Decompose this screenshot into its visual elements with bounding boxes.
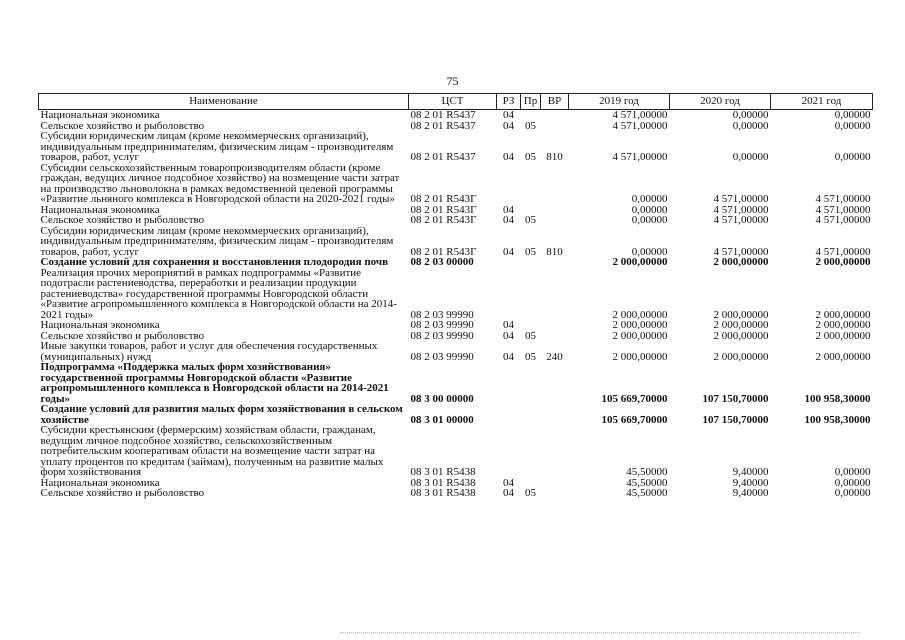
row-2020-cell: 2 000,00000 bbox=[713, 329, 769, 342]
row-rz-cell: 04 bbox=[503, 151, 514, 163]
row-pr-cell bbox=[521, 257, 541, 268]
row-2021-cell: 0,00000 bbox=[834, 487, 871, 499]
budget-table bbox=[38, 93, 873, 499]
row-2019-cell: 2 000,00000 bbox=[612, 319, 668, 331]
row-pr-cell: 05 bbox=[525, 245, 536, 258]
row-name-cell: Подпрограмма «Поддержка малых форм хозяйствования» государственной программы Новгородской области «Развитие агропромышленного комплекса в Новгородской области на 2014-2021 годы» bbox=[40, 361, 389, 405]
row-rz-cell: 04 bbox=[503, 109, 514, 121]
table-row bbox=[39, 215, 873, 226]
row-cst-cell: 08 3 01 R5438 bbox=[410, 466, 476, 478]
row-rz-cell bbox=[497, 268, 521, 321]
row-pr-cell: 05 bbox=[525, 487, 536, 499]
table-row bbox=[39, 362, 873, 404]
row-vr-cell bbox=[541, 110, 569, 121]
row-2021-cell: 0,00000 bbox=[834, 151, 871, 163]
row-name-cell: Сельское хозяйство и рыболовство bbox=[40, 119, 205, 132]
row-2020-cell: 9,40000 bbox=[732, 487, 769, 499]
row-cst-cell: 08 2 01 R543Г bbox=[410, 203, 477, 216]
row-2020-cell: 0,00000 bbox=[732, 119, 769, 132]
row-2020-cell: 0,00000 bbox=[732, 109, 769, 121]
row-2020-cell: 4 571,00000 bbox=[713, 203, 769, 216]
table-row bbox=[39, 341, 873, 362]
row-vr-cell bbox=[541, 320, 569, 331]
row-2021-cell: 100 958,30000 bbox=[804, 413, 871, 426]
row-vr-cell: 810 bbox=[546, 151, 563, 163]
row-2019-cell: 0,00000 bbox=[631, 203, 668, 216]
table-row bbox=[39, 131, 873, 163]
row-name-cell: Сельское хозяйство и рыболовство bbox=[40, 329, 205, 342]
row-vr-cell bbox=[541, 205, 569, 216]
row-2019-cell: 45,50000 bbox=[626, 487, 668, 499]
row-rz-cell bbox=[497, 425, 521, 478]
row-vr-cell bbox=[541, 478, 569, 489]
row-vr-cell bbox=[541, 121, 569, 132]
row-rz-cell: 04 bbox=[503, 476, 514, 489]
row-2021-cell: 100 958,30000 bbox=[804, 392, 871, 405]
row-rz-cell: 04 bbox=[503, 214, 514, 226]
row-cst-cell: 08 2 03 99990 bbox=[410, 350, 474, 363]
table-body bbox=[39, 110, 873, 499]
row-pr-cell bbox=[521, 425, 541, 478]
row-2020-cell: 107 150,70000 bbox=[702, 413, 769, 426]
row-pr-cell: 05 bbox=[525, 329, 536, 342]
table-row bbox=[39, 110, 873, 121]
row-2019-cell: 4 571,00000 bbox=[612, 109, 668, 121]
row-2021-cell: 4 571,00000 bbox=[815, 193, 871, 205]
row-rz-cell bbox=[497, 404, 521, 425]
row-name-cell: Создание условий для сохранения и восстановления плодородия почв bbox=[40, 256, 389, 268]
row-vr-cell bbox=[541, 362, 569, 404]
row-vr-cell bbox=[541, 163, 569, 205]
row-cst-cell: 08 2 03 99990 bbox=[410, 319, 474, 331]
col-header-vr: ВР bbox=[541, 94, 569, 110]
row-2019-cell: 2 000,00000 bbox=[612, 350, 668, 363]
table-row bbox=[39, 425, 873, 478]
row-pr-cell: 05 bbox=[525, 151, 536, 163]
row-name-cell: Национальная экономика bbox=[40, 319, 160, 331]
row-cst-cell: 08 3 01 R5438 bbox=[410, 476, 476, 489]
row-pr-cell bbox=[521, 362, 541, 404]
row-rz-cell: 04 bbox=[503, 350, 514, 363]
row-2019-cell: 0,00000 bbox=[631, 245, 668, 258]
row-vr-cell bbox=[541, 257, 569, 268]
row-rz-cell: 04 bbox=[503, 487, 514, 499]
row-pr-cell: 05 bbox=[525, 350, 536, 363]
col-header-rz: РЗ bbox=[497, 94, 521, 110]
row-2019-cell: 105 669,70000 bbox=[601, 392, 668, 405]
row-pr-cell bbox=[521, 320, 541, 331]
row-cst-cell: 08 3 01 R5438 bbox=[410, 487, 476, 499]
row-name-cell: Сельское хозяйство и рыболовство bbox=[40, 487, 205, 499]
row-2020-cell: 2 000,00000 bbox=[713, 350, 769, 363]
row-2021-cell: 0,00000 bbox=[834, 109, 871, 121]
row-pr-cell: 05 bbox=[525, 119, 536, 132]
row-2021-cell: 2 000,00000 bbox=[815, 308, 871, 321]
row-cst-cell: 08 2 01 R543Г bbox=[410, 245, 477, 258]
row-cst-cell: 08 2 01 R5437 bbox=[410, 109, 476, 121]
row-vr-cell: 810 bbox=[546, 245, 563, 258]
row-name-cell: Создание условий для развития малых форм хозяйствования в сельском хозяйстве bbox=[40, 403, 403, 426]
row-rz-cell bbox=[497, 257, 521, 268]
row-2019-cell: 4 571,00000 bbox=[612, 151, 668, 163]
row-vr-cell bbox=[541, 268, 569, 321]
row-rz-cell: 04 bbox=[503, 319, 514, 331]
table-row bbox=[39, 257, 873, 268]
row-rz-cell: 04 bbox=[503, 245, 514, 258]
row-2019-cell: 2 000,00000 bbox=[612, 308, 668, 321]
row-vr-cell: 240 bbox=[546, 350, 563, 363]
row-2019-cell: 2 000,00000 bbox=[612, 256, 668, 268]
table-row bbox=[39, 163, 873, 205]
row-2019-cell: 105 669,70000 bbox=[601, 413, 668, 426]
row-2020-cell: 2 000,00000 bbox=[713, 308, 769, 321]
col-header-pr: Пр bbox=[521, 94, 541, 110]
row-cst-cell: 08 2 03 00000 bbox=[410, 256, 474, 268]
row-cst-cell: 08 2 01 R5437 bbox=[410, 151, 476, 163]
row-2020-cell: 4 571,00000 bbox=[713, 245, 769, 258]
row-2021-cell: 2 000,00000 bbox=[815, 350, 871, 363]
table-row bbox=[39, 320, 873, 331]
col-header-name: Наименование bbox=[39, 94, 409, 110]
col-header-2021: 2021 год bbox=[771, 94, 873, 110]
row-pr-cell bbox=[521, 268, 541, 321]
row-2019-cell: 45,50000 bbox=[626, 466, 668, 478]
row-2020-cell: 4 571,00000 bbox=[713, 214, 769, 226]
row-2021-cell: 0,00000 bbox=[834, 466, 871, 478]
row-2019-cell: 45,50000 bbox=[626, 476, 668, 489]
row-cst-cell: 08 2 03 99990 bbox=[410, 308, 474, 321]
row-2020-cell: 4 571,00000 bbox=[713, 193, 769, 205]
row-name-cell: Сельское хозяйство и рыболовство bbox=[40, 214, 205, 226]
row-pr-cell bbox=[521, 404, 541, 425]
row-2021-cell: 4 571,00000 bbox=[815, 203, 871, 216]
row-rz-cell: 04 bbox=[503, 119, 514, 132]
row-vr-cell bbox=[541, 488, 569, 499]
table-row bbox=[39, 404, 873, 425]
row-cst-cell: 08 2 01 R543Г bbox=[410, 214, 477, 226]
row-2020-cell: 9,40000 bbox=[732, 466, 769, 478]
col-header-2020: 2020 год bbox=[670, 94, 771, 110]
row-2019-cell: 0,00000 bbox=[631, 193, 668, 205]
row-name-cell: Субсидии крестьянским (фермерским) хозяйствам области, гражданам, ведущим личное подсобное хозяйство, сельскохозяйственным потребительским кооперативам области на возмещение части затрат на уплату процентов по кредитам (займам), полученным на развитие малых форм хозяйствования bbox=[40, 424, 384, 478]
row-2021-cell: 4 571,00000 bbox=[815, 214, 871, 226]
header-row bbox=[39, 94, 873, 110]
row-cst-cell: 08 3 01 00000 bbox=[410, 413, 474, 426]
row-2020-cell: 9,40000 bbox=[732, 476, 769, 489]
row-2020-cell: 2 000,00000 bbox=[713, 319, 769, 331]
row-cst-cell: 08 2 03 99990 bbox=[410, 329, 474, 342]
row-rz-cell: 04 bbox=[503, 203, 514, 216]
row-name-cell: Реализация прочих мероприятий в рамках подпрограммы «Развитие подотрасли растениеводства, переработки и реализации продукции растениеводства» государственной программы Новгородской области «Развитие агропромышленного комплекса в Новгородской области на 2014-2021 годы» bbox=[40, 266, 397, 321]
row-name-cell: Субсидии юридическим лицам (кроме некоммерческих организаций), индивидуальным предпринимателям, физическим лицам - производителям товаров, работ, услуг bbox=[40, 224, 394, 258]
row-2021-cell: 0,00000 bbox=[834, 119, 871, 132]
row-name-cell: Национальная экономика bbox=[40, 203, 160, 216]
page-number: 75 bbox=[446, 74, 459, 88]
row-2020-cell: 2 000,00000 bbox=[713, 256, 769, 268]
row-2021-cell: 2 000,00000 bbox=[815, 329, 871, 342]
row-name-cell: Субсидии юридическим лицам (кроме некоммерческих организаций), индивидуальным предпринимателям, физическим лицам - производителям товаров, работ, услуг bbox=[40, 130, 394, 163]
row-2020-cell: 107 150,70000 bbox=[702, 392, 769, 405]
row-cst-cell: 08 2 01 R543Г bbox=[410, 193, 477, 205]
table-row bbox=[39, 488, 873, 499]
col-header-cst: ЦСТ bbox=[409, 94, 497, 110]
table-row bbox=[39, 226, 873, 258]
row-2021-cell: 0,00000 bbox=[834, 476, 871, 489]
table-row bbox=[39, 268, 873, 321]
row-name-cell: Иные закупки товаров, работ и услуг для обеспечения государственных (муниципальных) нужд bbox=[40, 340, 378, 363]
col-header-2019: 2019 год bbox=[569, 94, 670, 110]
row-name-cell: Национальная экономика bbox=[40, 476, 160, 489]
row-2019-cell: 4 571,00000 bbox=[612, 119, 668, 132]
row-vr-cell bbox=[541, 404, 569, 425]
row-2021-cell: 2 000,00000 bbox=[815, 256, 871, 268]
row-pr-cell bbox=[521, 163, 541, 205]
row-vr-cell bbox=[541, 215, 569, 226]
row-2021-cell: 4 571,00000 bbox=[815, 245, 871, 258]
row-cst-cell: 08 2 01 R5437 bbox=[410, 119, 476, 132]
row-2019-cell: 2 000,00000 bbox=[612, 329, 668, 342]
row-pr-cell: 05 bbox=[525, 214, 536, 226]
row-name-cell: Субсидии сельскохозяйственным товаропроизводителям области (кроме граждан, ведущих личное подсобное хозяйство) на возмещение части затрат на производство льноволокна в рамках ведомственной целевой программы «Развитие льняного комплекса в Новгородской области на 2020-2021 годы» bbox=[40, 161, 400, 205]
row-2019-cell: 0,00000 bbox=[631, 214, 668, 226]
row-name-cell: Национальная экономика bbox=[40, 109, 160, 121]
row-vr-cell bbox=[541, 425, 569, 478]
row-rz-cell bbox=[497, 163, 521, 205]
row-cst-cell: 08 3 00 00000 bbox=[410, 392, 474, 405]
row-2020-cell: 0,00000 bbox=[732, 151, 769, 163]
row-pr-cell bbox=[521, 110, 541, 121]
row-rz-cell bbox=[497, 362, 521, 404]
scan-artifact bbox=[340, 632, 860, 634]
row-2021-cell: 2 000,00000 bbox=[815, 319, 871, 331]
row-vr-cell bbox=[541, 331, 569, 342]
row-rz-cell: 04 bbox=[503, 329, 514, 342]
